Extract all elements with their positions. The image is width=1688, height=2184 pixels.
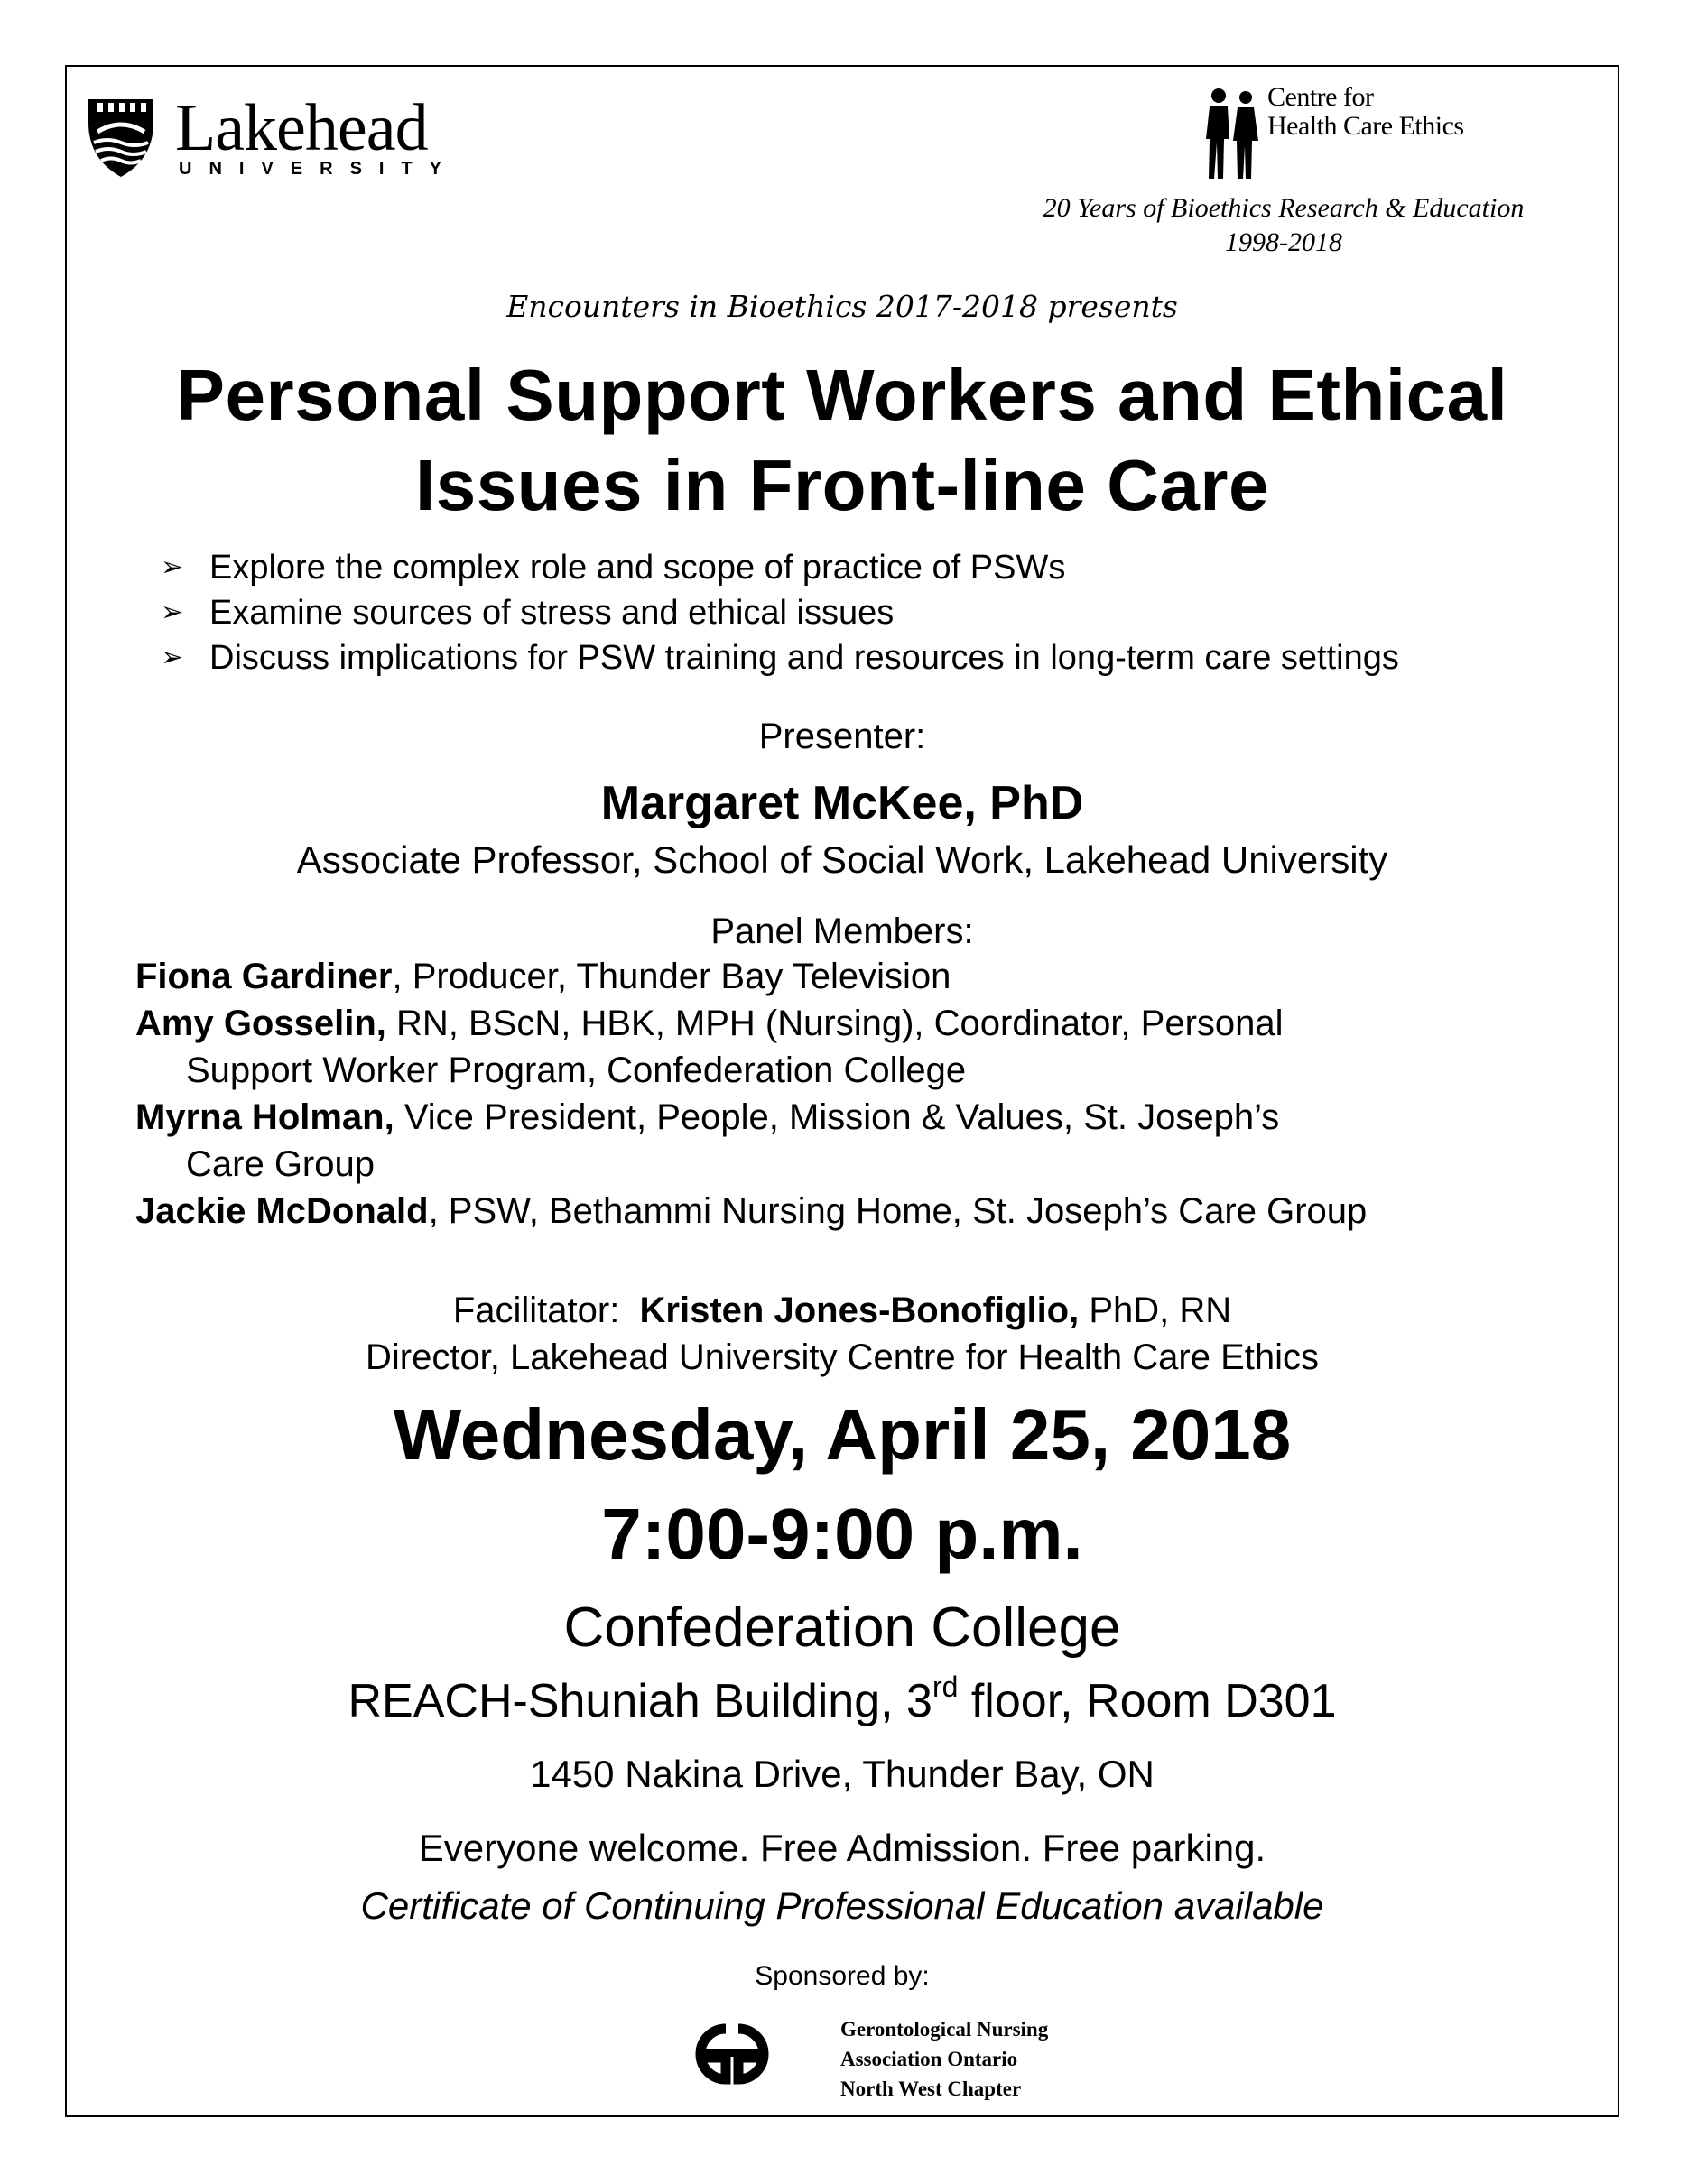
centre-name-line1: Centre for bbox=[1267, 82, 1374, 112]
anniversary-years: 1998-2018 bbox=[1225, 227, 1342, 257]
facilitator-label: Facilitator: bbox=[452, 1291, 620, 1330]
sponsored-label: Sponsored by: bbox=[755, 1961, 930, 1991]
anniversary-line1: 20 Years of Bioethics Research & Education bbox=[1043, 193, 1525, 223]
facilitator bbox=[65, 1287, 1619, 1381]
panel-member-name: Myrna Holman, bbox=[135, 1097, 394, 1137]
lakehead-name: Lakehead bbox=[175, 91, 428, 165]
arrow-bullet-icon: ➢ bbox=[161, 551, 184, 583]
series-title: Encounters in Bioethics 2017-2018 presents bbox=[506, 289, 1178, 324]
facilitator-line bbox=[65, 1287, 1619, 1334]
event-welcome: Everyone welcome. Free Admission. Free parking. bbox=[418, 1827, 1266, 1869]
event-title bbox=[65, 350, 1619, 531]
presenter-affiliation: Associate Professor, School of Social Work, Lakehead University bbox=[296, 838, 1388, 881]
panel-member-name: Fiona Gardiner bbox=[135, 957, 393, 996]
sponsor-logo bbox=[664, 2009, 1116, 2099]
centre-health-care-ethics-logo bbox=[1199, 83, 1560, 182]
event-venue: Confederation College bbox=[563, 1596, 1121, 1659]
facilitator-credentials: PhD, RN bbox=[1079, 1291, 1232, 1330]
event-title-line1: Personal Support Workers and Ethical bbox=[176, 355, 1508, 435]
event-title-line2: Issues in Front-line Care bbox=[414, 445, 1270, 525]
certificate-note: Certificate of Continuing Professional Education available bbox=[360, 1884, 1324, 1927]
panel-member: Amy Gosselin, RN, BScN, HBK, MPH (Nursing), Coordinator, Personal bbox=[135, 1004, 1284, 1043]
topic-item: ➢ Discuss implications for PSW training and resources in long-term care settings bbox=[161, 635, 1399, 680]
event-building: REACH-Shuniah Building, 3rd floor, Room D301 bbox=[348, 1670, 1337, 1727]
topic-item: ➢ Examine sources of stress and ethical issues bbox=[161, 590, 1399, 635]
two-people-silhouette-icon bbox=[1199, 87, 1264, 180]
event-address: 1450 Nakina Drive, Thunder Bay, ON bbox=[530, 1753, 1155, 1795]
facilitator-role: Director, Lakehead University Centre for Health Care Ethics bbox=[365, 1337, 1319, 1377]
arrow-bullet-icon: ➢ bbox=[161, 597, 184, 628]
sponsor-name: Gerontological Nursing Association Ontario North West Chapter bbox=[840, 2018, 1049, 2100]
event-time: 7:00-9:00 p.m. bbox=[601, 1494, 1083, 1574]
topic-list bbox=[161, 545, 1399, 680]
panel-member: Fiona Gardiner, Producer, Thunder Bay Television bbox=[135, 957, 951, 996]
panel-label: Panel Members: bbox=[710, 912, 974, 951]
panel-member-continuation: Support Worker Program, Confederation College bbox=[186, 1050, 967, 1090]
facilitator-name: Kristen Jones-Bonofiglio, bbox=[639, 1291, 1080, 1330]
panel-member-name: Amy Gosselin, bbox=[135, 1004, 386, 1043]
lakehead-subname: UNIVERSITY bbox=[179, 159, 459, 179]
centre-name bbox=[1267, 83, 1464, 141]
lakehead-crest-icon bbox=[85, 96, 157, 179]
panel-member-continuation: Care Group bbox=[186, 1144, 375, 1184]
panel-member: Myrna Holman, Vice President, People, Mission & Values, St. Joseph’s bbox=[135, 1097, 1280, 1137]
lakehead-university-logo bbox=[85, 92, 464, 182]
gnao-logo-icon bbox=[664, 2009, 800, 2099]
arrow-bullet-icon: ➢ bbox=[161, 642, 184, 673]
panel-member-name: Jackie McDonald bbox=[135, 1191, 429, 1231]
panel-member: Jackie McDonald, PSW, Bethammi Nursing Home, St. Joseph’s Care Group bbox=[135, 1191, 1368, 1231]
presenter-label: Presenter: bbox=[758, 717, 926, 756]
presenter-name: Margaret McKee, PhD bbox=[600, 777, 1084, 829]
event-date: Wednesday, April 25, 2018 bbox=[393, 1394, 1292, 1475]
topic-item: ➢ Explore the complex role and scope of practice of PSWs bbox=[161, 545, 1399, 590]
centre-name-line2: Health Care Ethics bbox=[1267, 111, 1464, 141]
anniversary-text bbox=[968, 191, 1600, 260]
panel-members bbox=[135, 953, 1598, 1235]
